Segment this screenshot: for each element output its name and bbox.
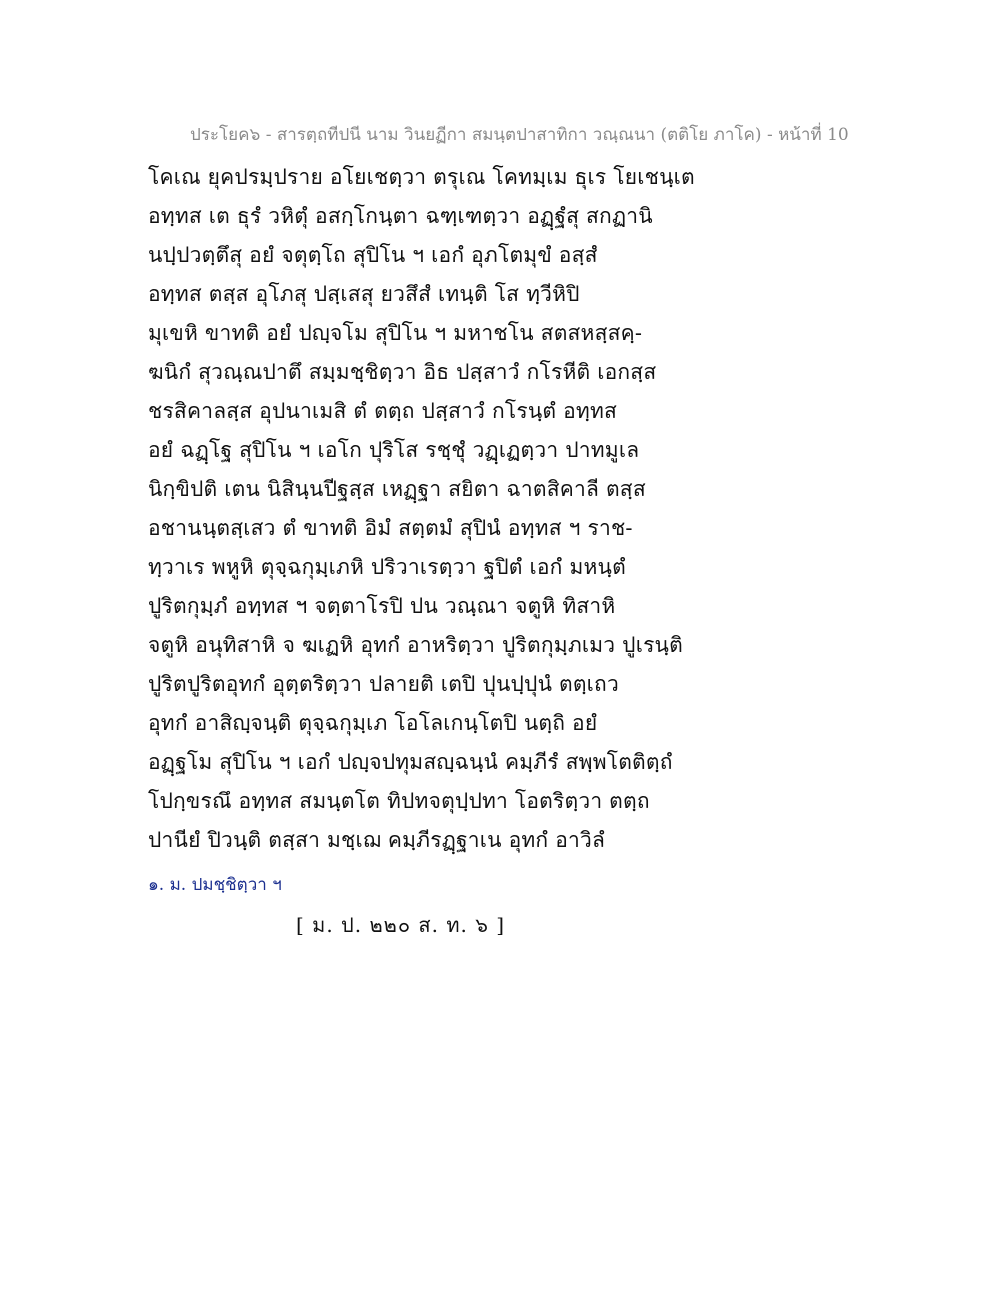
page-reference: [ ม. ป. ๒๒๐ ส. ท. ๖ ] — [296, 913, 506, 937]
text-line: จตูหิ อนุทิสาหิ จ ฆเฏหิ อุทกํ อาหริตฺวา ปูริตกุมฺภเมว ปูเรนฺติ — [148, 633, 683, 657]
text-line: ปูริตปูริตอุทกํ อุตฺตริตฺวา ปลายติ เตปิ ปุนปฺปุนํ ตตฺเถว — [148, 672, 619, 696]
text-line: อทฺทส เต ธุรํ วหิตุํ อสกฺโกนฺตา ฉฑฺเฑตฺวา อฏฺฐํสุ สกฏานิ — [148, 204, 653, 228]
text-line: ปานียํ ปิวนฺติ ตสฺสา มชฺเฌ คมฺภีรฏฺฐาเน อุทกํ อาวิลํ — [148, 828, 606, 852]
text-line: นิกฺขิปติ เตน นิสินฺนปีฐสฺส เหฏฺฐา สยิตา ฉาตสิคาลี ตสฺส — [148, 477, 646, 501]
text-line: อชานนฺตสฺเสว ตํ ขาทติ อิมํ สตฺตมํ สุปินํ อทฺทส ฯ ราช- — [148, 516, 633, 540]
text-line: อฏฺฐโม สุปิโน ฯ เอกํ ปญฺจปทุมสญฺฉนฺนํ คมฺภีรํ สพฺพโตติตฺถํ — [148, 750, 673, 774]
text-line: ปูริตกุมฺภํ อทฺทส ฯ จตฺตาโรปิ ปน วณฺณา จตูหิ ทิสาหิ — [148, 594, 616, 618]
text-line: อยํ ฉฏฺโฐ สุปิโน ฯ เอโก ปุริโส รชฺชุํ วฏฺเฏตฺวา ปาทมูเล — [148, 438, 640, 462]
text-line: ฆนิกํ สุวณฺณปาตึ สมฺมชฺชิตฺวา อิธ ปสฺสาวํ กโรหีติ เอกสฺส — [148, 360, 657, 384]
text-line: โปกฺขรณึ อทฺทส สมนฺตโต ทิปทจตุปฺปทา โอตริตฺวา ตตฺถ — [148, 789, 650, 813]
text-line: ชรสิคาลสฺส อุปนาเมสิ ตํ ตตฺถ ปสฺสาวํ กโรนฺตํ อทฺทส — [148, 399, 618, 423]
text-line: อุทกํ อาสิญฺจนฺติ ตุจฺฉกุมฺเภ โอโลเกนฺโตปิ นตฺถิ อยํ — [148, 711, 598, 735]
body-text — [148, 158, 848, 860]
text-line: ทฺวาเร พหูหิ ตุจฺฉกุมฺเภหิ ปริวาเรตฺวา ฐปิตํ เอกํ มหนฺตํ — [148, 555, 626, 579]
text-line: มุเขหิ ขาทติ อยํ ปญฺจโม สุปิโน ฯ มหาชโน สตสหสฺสคฺ- — [148, 321, 643, 345]
footnote: ๑. ม. ปมชฺชิตฺวา ฯ — [148, 875, 282, 895]
running-header: ประโยค๖ - สารตฺถทีปนี นาม วินยฏีกา สมนฺตปาสาทิกา วณฺณนา (ตติโย ภาโค) - หน้าที่ 10 — [190, 125, 849, 145]
text-line: นปฺปวตฺตึสุ อยํ จตุตฺโถ สุปิโน ฯ เอกํ อุภโตมุขํ อสฺสํ — [148, 243, 598, 267]
text-line: อทฺทส ตสฺส อุโภสุ ปสฺเสสุ ยวสึสํ เทนฺติ โส ทฺวีหิปิ — [148, 282, 580, 306]
text-line: โคเณ ยุคปรมฺปราย อโยเชตฺวา ตรุเณ โคทมฺเม ธุเร โยเชนฺเต — [148, 165, 695, 189]
